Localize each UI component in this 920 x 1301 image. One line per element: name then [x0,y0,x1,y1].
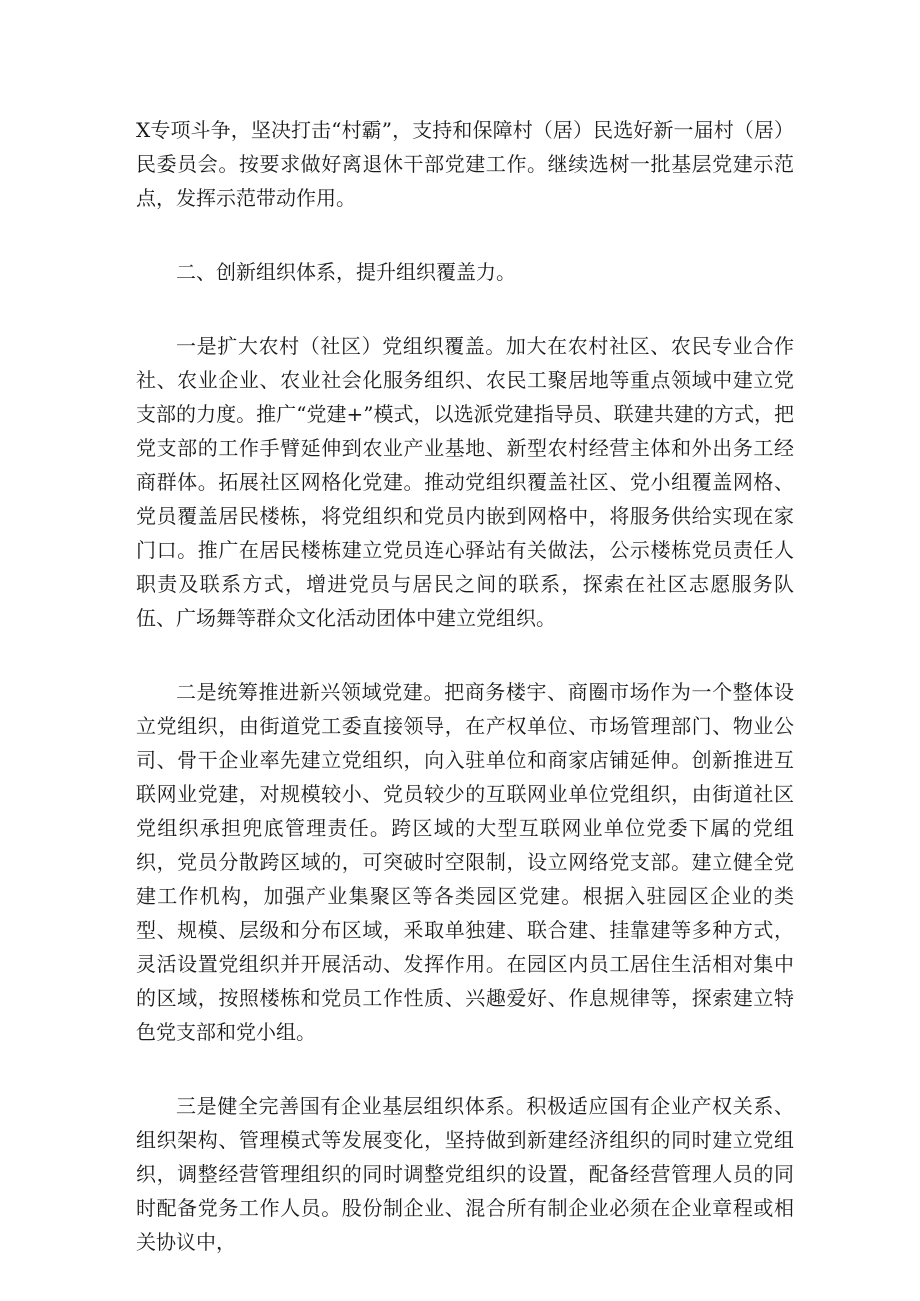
paragraph-emerging-fields: 二是统筹推进新兴领域党建。把商务楼宇、商圈市场作为一个整体设立党组织，由街道党工委直接领导，在产权单位、市场管理部门、物业公司、骨干企业率先建立党组织，向入驻单位和商家店铺延伸。创新推进互联网业党建，对规模较小、党员较少的互联网业单位党组织，由街道社区党组织承担兜底管理责任。跨区域的大型互联网业单位党委下属的党组织，党员分散跨区域的，可突破时空限制，设立网络党支部。建立健全党建工作机构，加强产业集聚区等各类园区党建。根据入驻园区企业的类型、规模、层级和分布区域，釆取单独建、联合建、挂靠建等多种方式，灵活设置党组织并开展活动、发挥作用。在园区内员工居住生活相对集中的区域，按照楼栋和党员工作性质、兴趣爱好、作息规律等，探索建立特色党支部和党小组。 [136,680,794,1044]
paragraph-continuation: X专项斗争，坚决打击“村霸”，支持和保障村（居）民选好新一届村（居）民委员会。按要求做好离退休干部党建工作。继续选树一批基层党建示范点，发挥示范带动作用。 [136,118,794,210]
section-heading: 二、创新组织体系，提升组织覆盖力。 [176,260,516,284]
paragraph-state-enterprises: 三是健全完善国有企业基层组织体系。积极适应国有企业产权关系、组织架构、管理模式等发展变化，坚持做到新建经济组织的同时建立党组织，调整经营管理组织的同时调整党组织的设置，配备经营管理人员的同时配备党务工作人员。股份制企业、混合所有制企业必须在企业章程或相关协议中， [136,1094,794,1254]
paragraph-rural-community: 一是扩大农村（社区）党组织覆盖。加大在农村社区、农民专业合作社、农业企业、农业社会化服务组织、农民工聚居地等重点领域中建立党支部的力度。推广“党建+”模式，以选派党建指导员、联建共建的方式，把党支部的工作手臂延伸到农业产业基地、新型农村经营主体和外出务工经商群体。拓展社区网格化党建。推动党组织覆盖社区、党小组覆盖网格、党员覆盖居民楼栋，将党组织和党员内嵌到网格中，将服务供给实现在家门口。推广在居民楼栋建立党员连心驿站有关做法，公示楼栋党员责任人职责及联系方式，增进党员与居民之间的联系，探索在社区志愿服务队伍、广场舞等群众文化活动团体中建立党组织。 [136,334,794,630]
document-body [136,113,794,1259]
